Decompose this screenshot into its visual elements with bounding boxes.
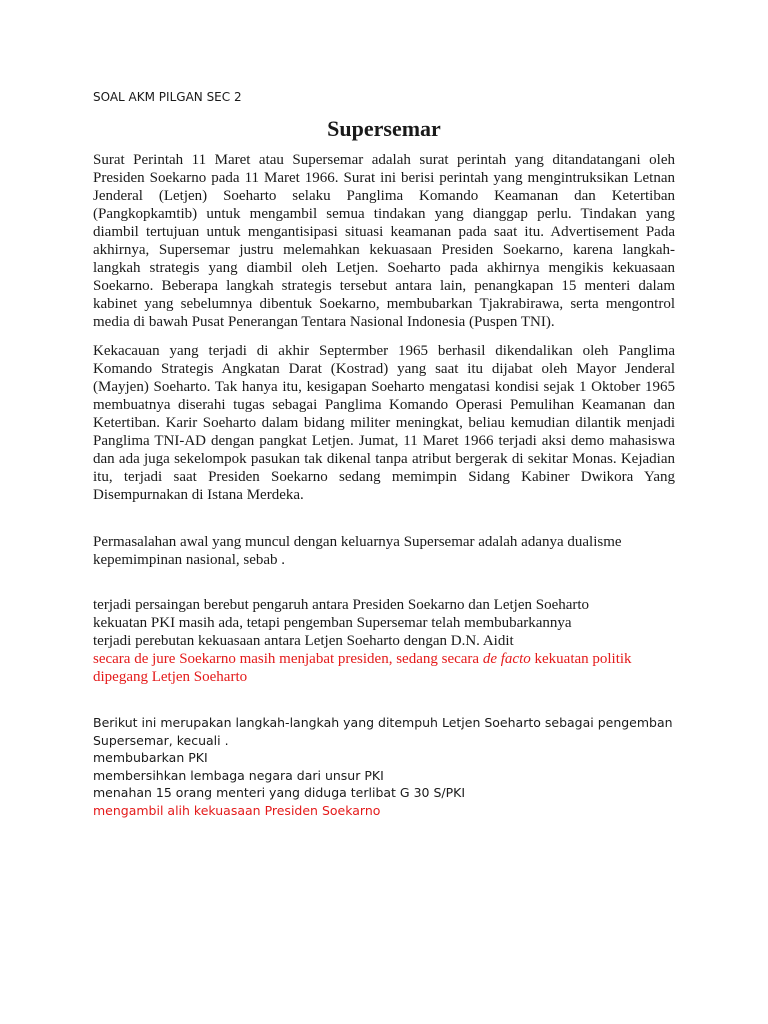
question-2-option-c: menahan 15 orang menteri yang diduga terlibat G 30 S/PKI <box>93 785 466 800</box>
paragraph-1: Surat Perintah 11 Maret atau Supersemar adalah surat perintah yang ditandatangani oleh Presiden Soekarno pada 11 Maret 1966. Surat ini berisi perintah yang mengintruksikan Letnan Jenderal (Letjen) Soeharto selaku Panglima Komando Keamanan dan Ketertiban (Pangkopkamtib) untuk mengambil semua tindakan yang dianggap perlu. Tindakan yang diambil tertujuan untuk mengantisipasi situasi keamanan pada saat itu. Advertisement Pada akhirnya, Supersemar justru melemahkan kekuasaan Presiden Soekarno, karena langkah-langkah strategis yang diambil oleh Letjen. Soeharto pada akhirnya mengikis kekuasaan Soekarno. Beberapa langkah strategis tersebut antara lain, penangkapan 15 menteri dalam kabinet yang sebelumnya dibentuk Soekarno, membubarkan Tjakrabirawa, serta mengontrol media di bawah Pusat Penerangan Tentara Nasional Indonesia (Puspen TNI). <box>93 152 675 330</box>
question-1-option-a: terjadi persaingan berebut pengaruh antara Presiden Soekarno dan Letjen Soeharto <box>93 597 590 613</box>
question-1-answer-italic: de facto <box>482 651 531 667</box>
paragraph-2: Kekacauan yang terjadi di akhir Septermber 1965 berhasil dikendalikan oleh Panglima Komando Strategis Angkatan Darat (Kostrad) yang saat itu dijabat oleh Mayor Jenderal (Mayjen) Soeharto. Tak hanya itu, kesigapan Soeharto mengatasi kondisi sejak 1 Oktober 1965 membuatnya diserahi tugas sebagai Panglima Komando Operasi Pemulihan Keamanan dan Ketertiban. Karir Soeharto dalam bidang militer meningkat, beliau kemudian dilantik menjadi Panglima TNI-AD dengan pangkat Letjen. Jumat, 11 Maret 1966 terjadi aksi demo mahasiswa dan ada juga sekelompok pasukan tak dikenal tanpa atribut bergerak di sekitar Monas. Kejadian itu, terjadi saat Presiden Soekarno sedang memimpin Sidang Kabiner Dwikora Yang Disempurnakan di Istana Merdeka. <box>93 343 675 503</box>
question-2-answer: mengambil alih kekuasaan Presiden Soekarno <box>93 802 381 818</box>
question-2-options <box>93 749 675 819</box>
question-2-option-b: membersihkan lembaga negara dari unsur PKI <box>93 767 384 783</box>
document-header: SOAL AKM PILGAN SEC 2 <box>93 90 242 104</box>
question-1-answer-part2: kekuatan politik dipegang Letjen Soeharto <box>93 651 632 685</box>
question-2-text: Berikut ini merupakan langkah-langkah yang ditempuh Letjen Soeharto sebagai pengemban Supersemar, kecuali . <box>93 715 673 748</box>
document-title: Supersemar <box>327 116 441 141</box>
question-1-option-c: terjadi perebutan kekuasaan antara Letjen Soeharto dengan D.N. Aidit <box>93 633 514 649</box>
question-1-answer <box>93 650 675 686</box>
question-1-answer-part1: secara de jure Soekarno masih menjabat presiden, sedang secara <box>93 651 483 667</box>
question-1-options <box>93 596 675 686</box>
question-1-text: Permasalahan awal yang muncul dengan keluarnya Supersemar adalah adanya dualisme kepemimpinan nasional, sebab . <box>93 534 622 568</box>
question-1-option-b: kekuatan PKI masih ada, tetapi pengemban Supersemar telah membubarkannya <box>93 615 572 631</box>
question-2-option-a: membubarkan PKI <box>93 750 208 765</box>
